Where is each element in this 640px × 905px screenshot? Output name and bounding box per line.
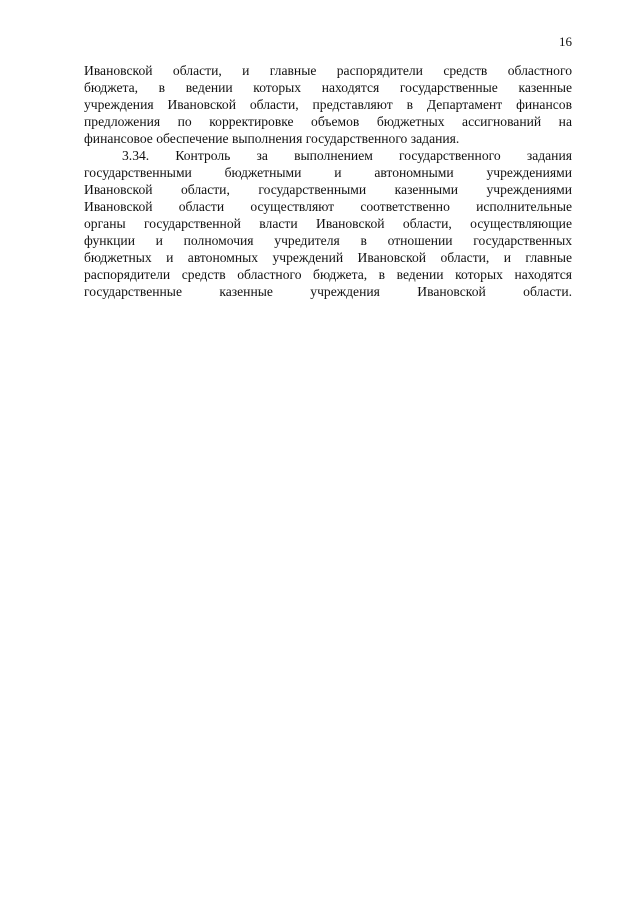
paragraph-line: бюджета, в ведении которых находятся государственные казенные [84, 80, 572, 95]
paragraph-line: органы государственной власти Ивановской области, осуществляющие [84, 216, 572, 231]
paragraph-line: учреждения Ивановской области, представляют в Департамент финансов [84, 97, 572, 112]
paragraph-line: Ивановской области осуществляют соответственно исполнительные [84, 199, 572, 214]
paragraph-1 [84, 62, 572, 147]
paragraph-line: государственными бюджетными и автономными учреждениями [84, 165, 572, 180]
document-body [84, 62, 572, 300]
paragraph-line: 3.34. Контроль за выполнением государственного задания [122, 148, 572, 163]
paragraph-line: Ивановской области, и главные распорядители средств областного [84, 63, 572, 78]
paragraph-line: функции и полномочия учредителя в отношении государственных [84, 233, 572, 248]
paragraph-2 [84, 147, 572, 300]
paragraph-line: финансовое обеспечение выполнения государственного задания. [84, 131, 460, 146]
paragraph-line: государственные казенные учреждения Ивановской области. [84, 284, 572, 299]
page-number: 16 [559, 34, 572, 49]
paragraph-line: распорядители средств областного бюджета, в ведении которых находятся [84, 267, 572, 282]
paragraph-line: Ивановской области, государственными казенными учреждениями [84, 182, 572, 197]
paragraph-line: бюджетных и автономных учреждений Ивановской области, и главные [84, 250, 572, 265]
paragraph-line: предложения по корректировке объемов бюджетных ассигнований на [84, 114, 572, 129]
